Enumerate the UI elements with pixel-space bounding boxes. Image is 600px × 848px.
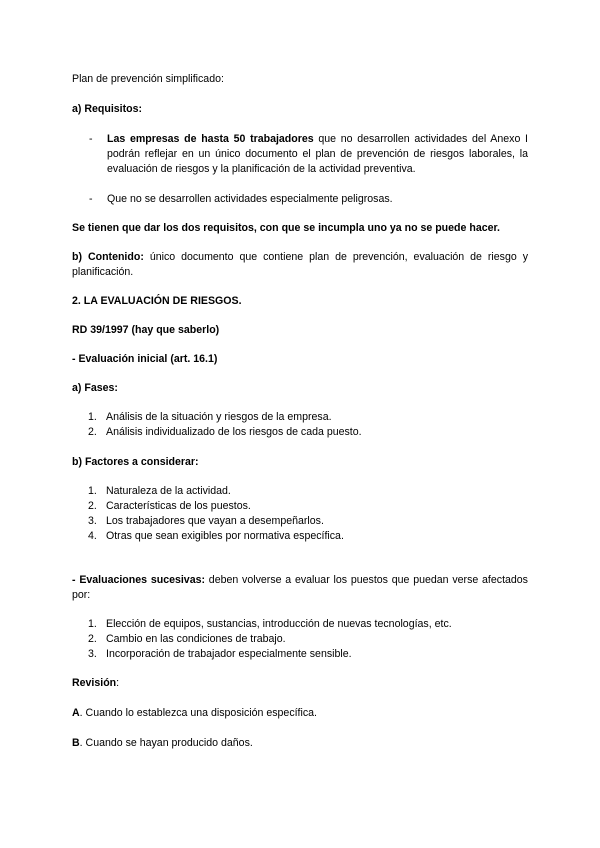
list-item bbox=[72, 514, 528, 529]
list-number: 2. bbox=[88, 633, 97, 645]
list-item-text: Los trabajadores que vayan a desempeñarlos. bbox=[106, 515, 324, 527]
revision-item-b bbox=[72, 736, 528, 751]
list-marker: - bbox=[89, 133, 93, 145]
list-item-text: Análisis individualizado de los riesgos de cada puesto. bbox=[106, 426, 362, 438]
fases-list bbox=[72, 410, 528, 440]
list-number: 2. bbox=[88, 500, 97, 512]
list-item-text: Que no se desarrollen actividades especialmente peligrosas. bbox=[107, 193, 393, 205]
list-item-text: Otras que sean exigibles por normativa específica. bbox=[106, 530, 344, 542]
list-item-text: Análisis de la situación y riesgos de la empresa. bbox=[106, 411, 332, 423]
list-item-text: Naturaleza de la actividad. bbox=[106, 485, 231, 497]
list-item-text: Cambio en las condiciones de trabajo. bbox=[106, 633, 286, 645]
evaluaciones-sucesivas-paragraph bbox=[72, 573, 528, 603]
revision-text: . Cuando se hayan producido daños. bbox=[79, 737, 253, 749]
list-item-text: Elección de equipos, sustancias, introducción de nuevas tecnologías, etc. bbox=[106, 618, 452, 630]
factores-heading: b) Factores a considerar: bbox=[72, 456, 199, 468]
list-marker: - bbox=[89, 193, 93, 205]
list-number: 3. bbox=[88, 648, 97, 660]
revision-item-a bbox=[72, 706, 528, 721]
list-item bbox=[72, 647, 528, 662]
list-item bbox=[72, 632, 528, 647]
requisitos-heading: a) Requisitos: bbox=[72, 103, 143, 115]
list-item bbox=[72, 425, 528, 440]
revision-letter: B bbox=[72, 737, 80, 749]
list-item bbox=[72, 132, 528, 177]
sucesivas-list bbox=[72, 617, 528, 662]
fases-heading: a) Fases: bbox=[72, 382, 118, 394]
list-item-text: que no desarrollen actividades del Anexo I podrán reflejar en un único documento el plan de prevención de riesgos laborales, la evaluación de riesgos y la planificación de la actividad preventiva. bbox=[107, 133, 528, 175]
revision-colon: : bbox=[116, 677, 120, 689]
list-item bbox=[72, 499, 528, 514]
requisitos-note: Se tienen que dar los dos requisitos, con que se incumpla uno ya no se puede hacer. bbox=[72, 222, 500, 234]
list-number: 1. bbox=[88, 411, 97, 423]
evaluacion-inicial-heading: - Evaluación inicial (art. 16.1) bbox=[72, 353, 218, 365]
sucesivas-text: deben volverse a evaluar los puestos que puedan verse afectados por: bbox=[72, 574, 528, 601]
list-item bbox=[72, 617, 528, 632]
requisitos-list bbox=[72, 132, 528, 207]
intro-line: Plan de prevención simplificado: bbox=[72, 73, 224, 85]
revision-label: Revisión bbox=[72, 677, 117, 689]
list-number: 4. bbox=[88, 530, 97, 542]
list-item bbox=[72, 192, 528, 207]
list-item bbox=[72, 410, 528, 425]
list-number: 1. bbox=[88, 618, 97, 630]
list-item bbox=[72, 484, 528, 499]
list-item-text: Características de los puestos. bbox=[106, 500, 251, 512]
bold-lead: Las empresas de hasta 50 trabajadores bbox=[107, 133, 314, 145]
sucesivas-label: - Evaluaciones sucesivas: bbox=[72, 574, 206, 586]
revision-heading bbox=[72, 676, 528, 691]
contenido-text: único documento que contiene plan de prevención, evaluación de riesgo y planificación. bbox=[72, 251, 528, 278]
list-item bbox=[72, 529, 528, 544]
rd-line: RD 39/1997 (hay que saberlo) bbox=[72, 324, 220, 336]
revision-text: . Cuando lo establezca una disposición específica. bbox=[79, 707, 317, 719]
list-item-text: Incorporación de trabajador especialmente sensible. bbox=[106, 648, 352, 660]
factores-list bbox=[72, 484, 528, 544]
list-number: 2. bbox=[88, 426, 97, 438]
section-title: 2. LA EVALUACIÓN DE RIESGOS. bbox=[72, 295, 242, 307]
list-number: 1. bbox=[88, 485, 97, 497]
contenido-label: b) Contenido: bbox=[72, 251, 144, 263]
revision-letter: A bbox=[72, 707, 80, 719]
contenido-paragraph bbox=[72, 250, 528, 280]
list-number: 3. bbox=[88, 515, 97, 527]
